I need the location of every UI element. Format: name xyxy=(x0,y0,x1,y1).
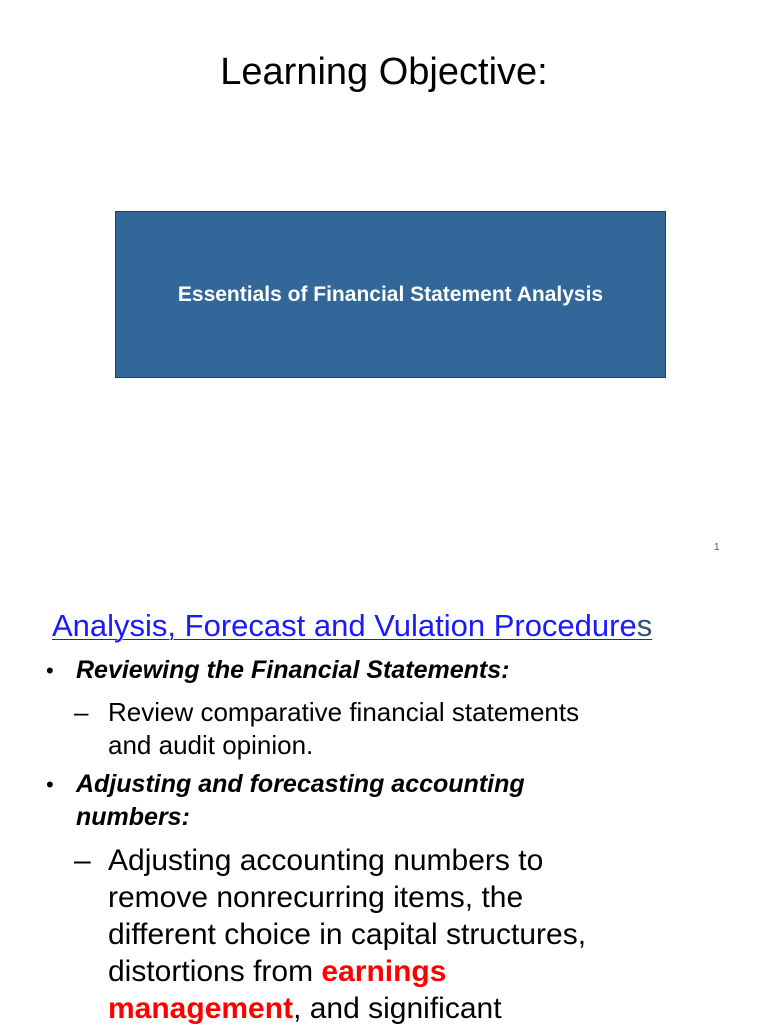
objective-box xyxy=(115,211,666,378)
slide-title: Learning Objective: xyxy=(220,51,548,93)
bullet-adjusting xyxy=(46,768,525,834)
sub-bullet-line: Adjusting accounting numbers to xyxy=(108,844,544,877)
objective-text: Essentials of Financial Statement Analysis xyxy=(177,282,604,306)
bullet-heading-line: numbers: xyxy=(76,803,190,831)
sub-bullet-line: and audit opinion. xyxy=(108,730,314,760)
slide-2 xyxy=(0,576,768,1024)
dash-icon: – xyxy=(74,697,89,727)
bullet-heading-line: Adjusting and forecasting accounting xyxy=(76,770,525,798)
highlight-management: management xyxy=(108,992,294,1025)
sub-bullet-adjusting xyxy=(74,842,586,1027)
title-main: Analysis, Forecast and Vulation Procedure xyxy=(52,608,637,643)
bullet-icon: • xyxy=(46,772,54,797)
sub-bullet-text: distortions from xyxy=(108,955,322,988)
sub-bullet-line-with-highlight xyxy=(108,990,586,1027)
title-tail: s xyxy=(636,608,653,643)
sub-bullet-review xyxy=(74,696,579,762)
sub-bullet-line: different choice in capital structures, xyxy=(108,918,587,951)
sub-bullet-line-with-highlight xyxy=(108,953,586,990)
slide-number: 1 xyxy=(714,542,720,553)
sub-bullet-line: remove nonrecurring items, the xyxy=(108,881,524,914)
bullet-reviewing xyxy=(46,654,509,687)
dash-icon: – xyxy=(74,844,91,877)
bullet-icon: • xyxy=(46,658,54,683)
slide-2-title-link[interactable] xyxy=(52,606,652,646)
sub-bullet-text: , and significant xyxy=(293,992,502,1025)
highlight-earnings: earnings xyxy=(321,955,447,988)
bullet-heading: Reviewing the Financial Statements: xyxy=(76,656,510,684)
sub-bullet-line: Review comparative financial statements xyxy=(108,697,580,727)
